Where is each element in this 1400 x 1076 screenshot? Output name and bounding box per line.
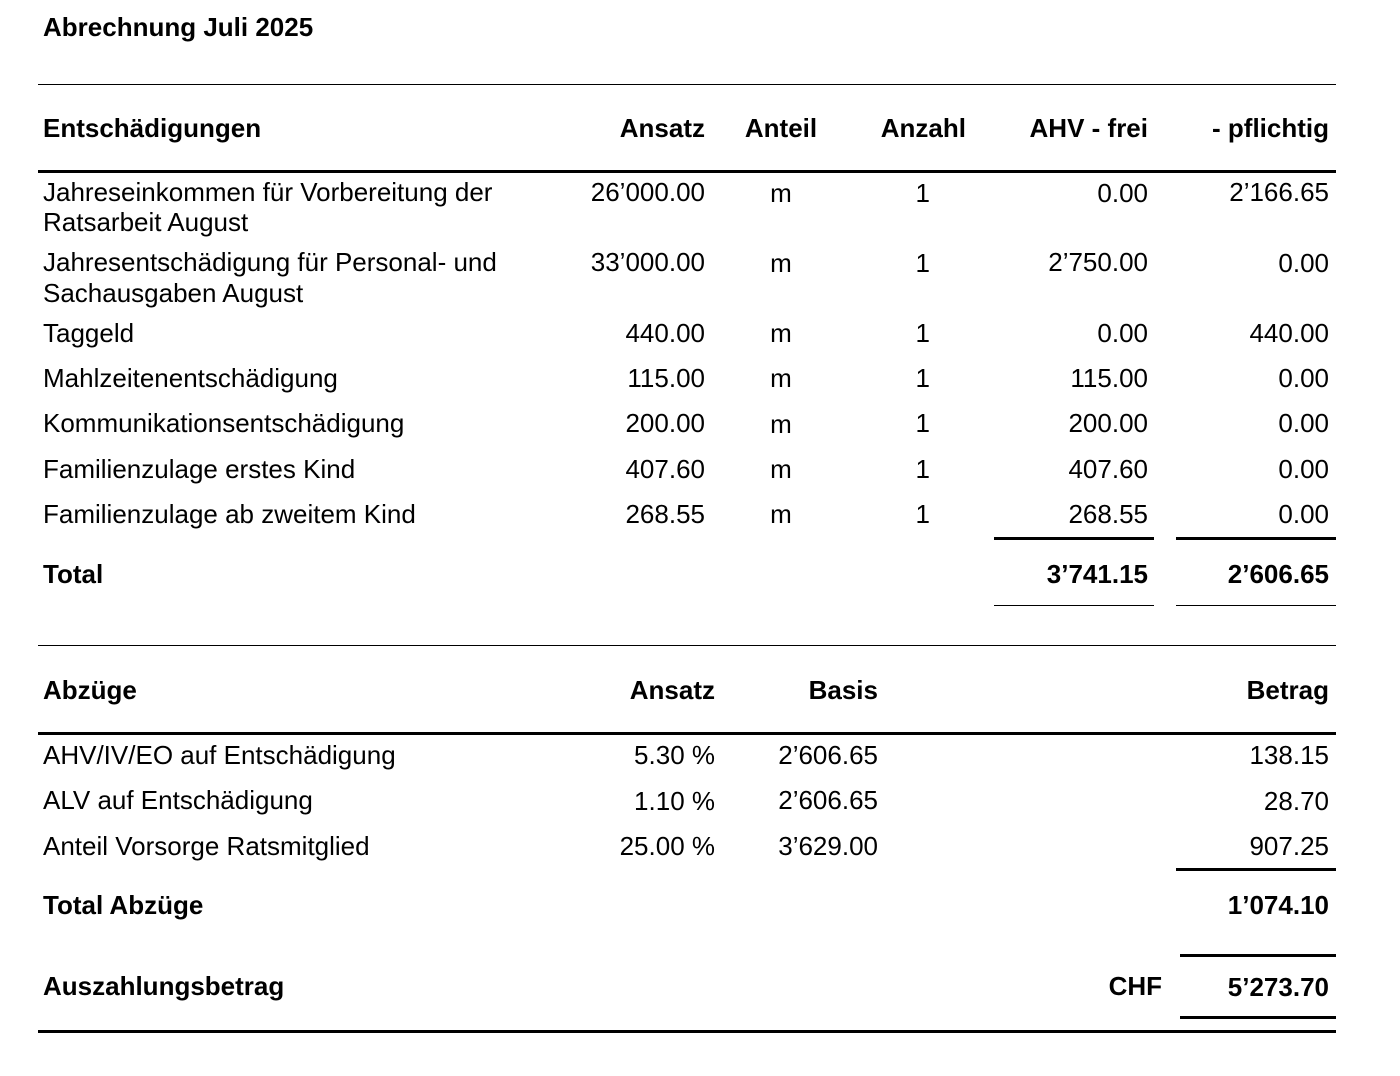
cell-anzahl: 1 <box>915 178 930 208</box>
total-deductions-label: Total Abzüge <box>43 890 204 920</box>
subtotal-rule <box>994 537 1154 540</box>
total-deductions-amount: 1’074.10 <box>1227 890 1329 920</box>
column-header-ansatz: Ansatz <box>629 675 715 705</box>
cell-anteil: m <box>770 318 792 348</box>
cell-pflichtig: 0.00 <box>1278 248 1329 278</box>
divider <box>38 84 1336 85</box>
cell-ansatz: 1.10 % <box>634 786 715 816</box>
row-label: Jahreseinkommen für Vorbereitung der <box>43 177 493 207</box>
cell-pflichtig: 2’166.65 <box>1229 177 1329 207</box>
row-label: Familienzulage ab zweitem Kind <box>43 499 416 529</box>
cell-anzahl: 1 <box>915 454 930 484</box>
column-header-abzuege: Abzüge <box>43 675 137 705</box>
row-label: Mahlzeitenentschädigung <box>43 363 338 393</box>
row-label: Taggeld <box>43 318 135 348</box>
cell-ahv-frei: 407.60 <box>1068 454 1148 484</box>
cell-basis: 2’606.65 <box>778 785 878 815</box>
column-header-basis: Basis <box>808 675 878 705</box>
cell-ahv-frei: 115.00 <box>1070 363 1148 393</box>
row-label-continuation: Ratsarbeit August <box>43 207 249 237</box>
cell-ahv-frei: 2’750.00 <box>1048 247 1148 277</box>
row-label: Kommunikationsentschädigung <box>43 408 405 438</box>
row-label: ALV auf Entschädigung <box>43 785 313 815</box>
column-header-anteil: Anteil <box>744 113 818 143</box>
cell-anzahl: 1 <box>915 363 930 393</box>
row-label: Jahresentschädigung für Personal- und <box>43 247 497 277</box>
cell-anzahl: 1 <box>915 499 930 529</box>
total-rule <box>1180 954 1336 957</box>
cell-ansatz: 33’000.00 <box>590 247 705 277</box>
header-rule <box>38 170 1336 173</box>
cell-ahv-frei: 0.00 <box>1097 318 1148 348</box>
cell-betrag: 907.25 <box>1249 831 1329 861</box>
cell-ansatz: 26’000.00 <box>590 177 705 207</box>
column-header-ahv-frei: AHV - frei <box>1029 113 1148 143</box>
cell-anteil: m <box>770 454 792 484</box>
cell-anzahl: 1 <box>915 248 930 278</box>
cell-anzahl: 1 <box>915 408 930 438</box>
total-rule <box>1176 605 1336 606</box>
cell-anteil: m <box>770 363 792 393</box>
row-label: AHV/IV/EO auf Entschädigung <box>43 740 396 770</box>
cell-ansatz: 5.30 % <box>634 740 715 770</box>
cell-pflichtig: 0.00 <box>1278 499 1329 529</box>
divider <box>38 645 1336 646</box>
row-label: Familienzulage erstes Kind <box>43 454 356 484</box>
cell-basis: 2’606.65 <box>778 740 878 770</box>
column-header-anzahl: Anzahl <box>880 113 966 143</box>
cell-betrag: 138.15 <box>1249 740 1329 770</box>
subtotal-rule <box>1176 868 1336 871</box>
cell-pflichtig: 0.00 <box>1278 363 1329 393</box>
cell-anteil: m <box>770 248 792 278</box>
currency-label: CHF <box>1108 971 1162 1001</box>
cell-ansatz: 440.00 <box>625 318 705 348</box>
cell-basis: 3’629.00 <box>778 831 878 861</box>
cell-anteil: m <box>770 409 792 439</box>
cell-pflichtig: 0.00 <box>1278 408 1329 438</box>
cell-anteil: m <box>770 178 792 208</box>
payout-rule <box>1180 1016 1336 1019</box>
page-title: Abrechnung Juli 2025 <box>43 12 314 42</box>
cell-ahv-frei: 200.00 <box>1068 408 1148 438</box>
row-label-continuation: Sachausgaben August <box>43 278 304 308</box>
total-ahv-frei: 3’741.15 <box>1046 559 1148 589</box>
column-header-betrag: Betrag <box>1246 675 1329 705</box>
cell-anteil: m <box>770 499 792 529</box>
column-header-pflichtig: - pflichtig <box>1212 113 1329 143</box>
cell-betrag: 28.70 <box>1263 786 1329 816</box>
cell-ansatz: 115.00 <box>627 363 705 393</box>
row-label: Anteil Vorsorge Ratsmitglied <box>43 831 370 861</box>
cell-pflichtig: 440.00 <box>1249 318 1329 348</box>
cell-ahv-frei: 0.00 <box>1097 178 1148 208</box>
cell-ansatz: 268.55 <box>625 499 705 529</box>
total-rule <box>994 605 1154 606</box>
cell-pflichtig: 0.00 <box>1278 454 1329 484</box>
column-header-ansatz: Ansatz <box>619 113 705 143</box>
total-label: Total <box>43 559 104 589</box>
cell-ansatz: 407.60 <box>625 454 705 484</box>
cell-ansatz: 25.00 % <box>619 831 715 861</box>
payout-amount: 5’273.70 <box>1227 972 1329 1002</box>
column-header-entschaedigungen: Entschädigungen <box>43 113 262 143</box>
subtotal-rule <box>1176 537 1336 540</box>
bottom-rule <box>38 1030 1336 1033</box>
header-rule <box>38 732 1336 735</box>
total-pflichtig: 2’606.65 <box>1227 559 1329 589</box>
cell-ahv-frei: 268.55 <box>1068 499 1148 529</box>
cell-ansatz: 200.00 <box>625 408 705 438</box>
payout-label: Auszahlungsbetrag <box>43 971 285 1001</box>
cell-anzahl: 1 <box>915 318 930 348</box>
